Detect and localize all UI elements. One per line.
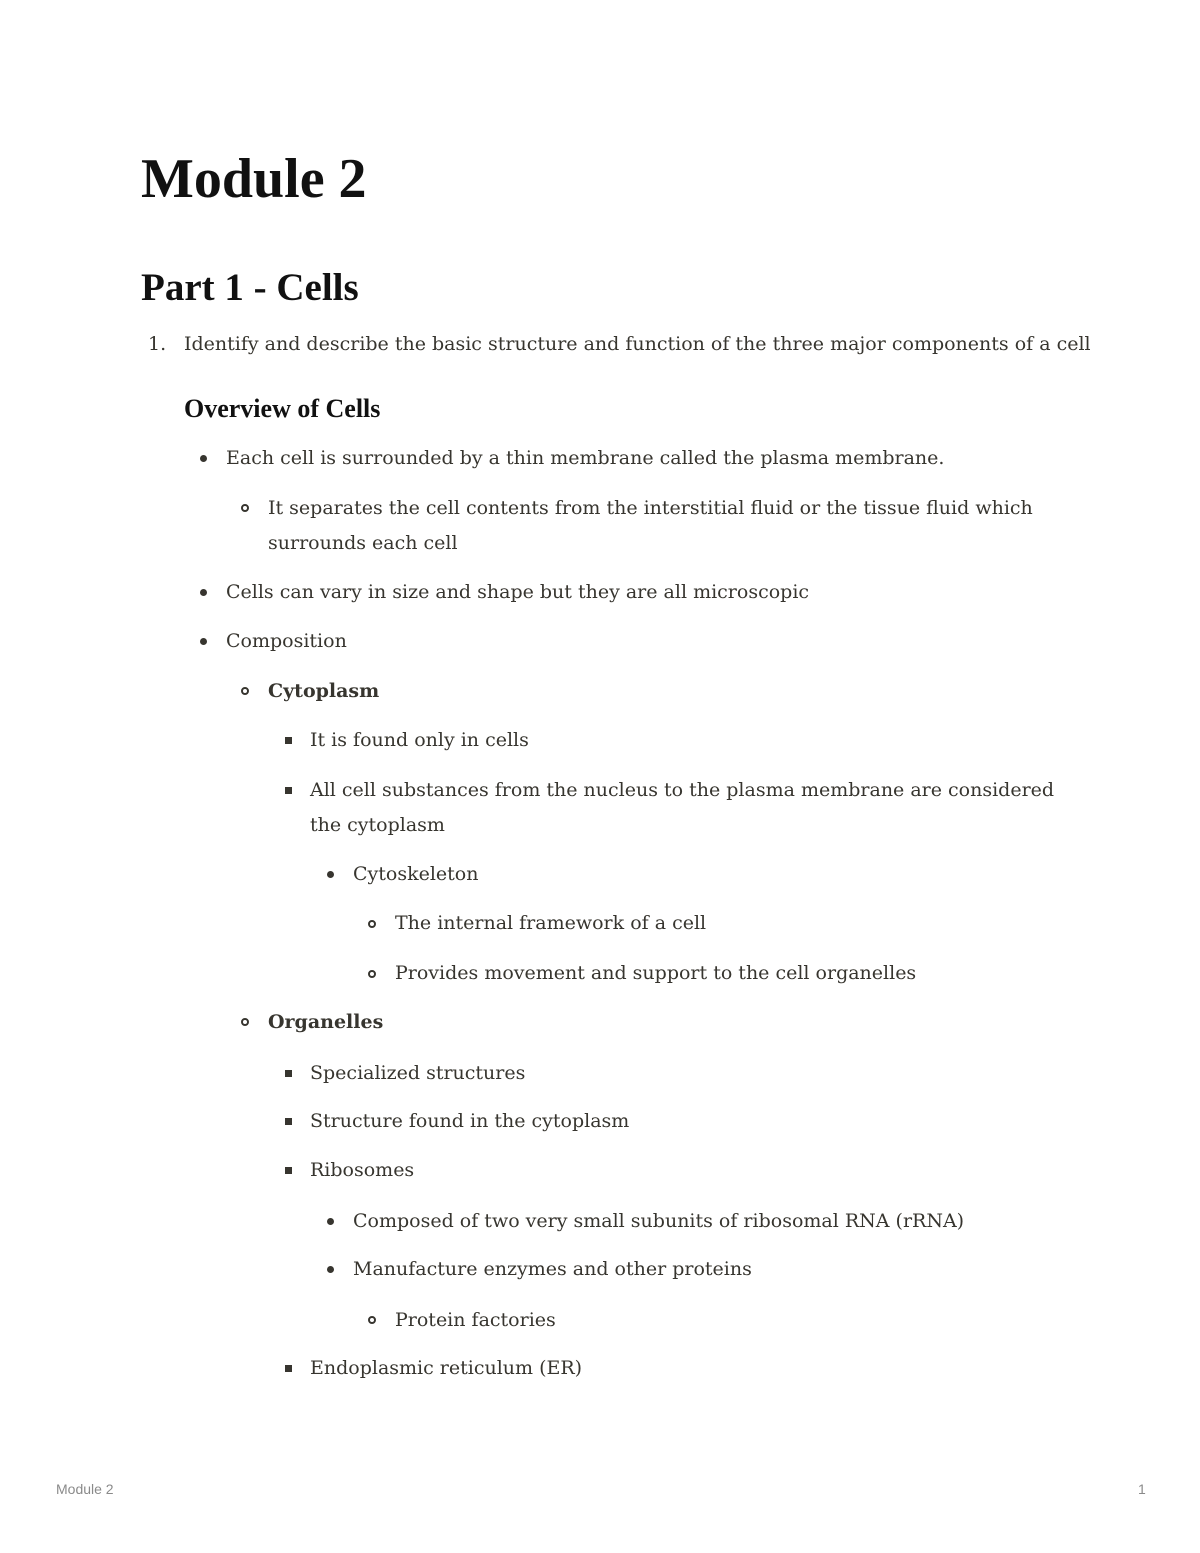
list-item: Cells can vary in size and shape but they are all microscopic bbox=[226, 581, 810, 603]
list-item: Specialized structures bbox=[310, 1062, 526, 1084]
bullet-square bbox=[285, 1365, 292, 1372]
bullet-disc bbox=[327, 1266, 334, 1273]
bullet-disc bbox=[327, 871, 334, 878]
footer-page-number: 1 bbox=[1138, 1481, 1146, 1497]
list-item: Protein factories bbox=[395, 1309, 556, 1331]
list-item: Cytoskeleton bbox=[353, 863, 479, 885]
list-item: The internal framework of a cell bbox=[395, 912, 707, 934]
bullet-disc bbox=[327, 1218, 334, 1225]
objective-number: 1. bbox=[148, 333, 167, 355]
list-item-heading: Organelles bbox=[268, 1011, 384, 1033]
list-item: Composed of two very small subunits of ribosomal RNA (rRNA) bbox=[353, 1210, 965, 1232]
list-item: All cell substances from the nucleus to the plasma membrane are considered bbox=[310, 779, 1055, 801]
bullet-circle bbox=[368, 970, 376, 978]
footer-document-name: Module 2 bbox=[56, 1481, 114, 1497]
bullet-disc bbox=[200, 589, 207, 596]
section-heading: Overview of Cells bbox=[184, 394, 381, 423]
bullet-square bbox=[285, 1070, 292, 1077]
list-item-continuation: the cytoplasm bbox=[310, 814, 445, 836]
bullet-circle bbox=[368, 1316, 376, 1324]
list-item: Composition bbox=[226, 630, 347, 652]
bullet-disc bbox=[200, 638, 207, 645]
bullet-circle bbox=[241, 504, 249, 512]
list-item: It is found only in cells bbox=[310, 729, 529, 751]
list-item: Structure found in the cytoplasm bbox=[310, 1110, 630, 1132]
bullet-circle bbox=[368, 920, 376, 928]
part-heading: Part 1 - Cells bbox=[141, 266, 359, 309]
list-item: It separates the cell contents from the interstitial fluid or the tissue fluid which bbox=[268, 497, 1033, 519]
list-item: Manufacture enzymes and other proteins bbox=[353, 1258, 752, 1280]
page-title: Module 2 bbox=[141, 148, 367, 210]
bullet-square bbox=[285, 1118, 292, 1125]
list-item-heading: Cytoplasm bbox=[268, 680, 380, 702]
bullet-square bbox=[285, 787, 292, 794]
bullet-circle bbox=[241, 687, 249, 695]
bullet-square bbox=[285, 1167, 292, 1174]
objective-text: Identify and describe the basic structure and function of the three major components of a cell bbox=[184, 333, 1091, 355]
bullet-square bbox=[285, 737, 292, 744]
bullet-circle bbox=[241, 1018, 249, 1026]
list-item-continuation: surrounds each cell bbox=[268, 532, 458, 554]
list-item: Ribosomes bbox=[310, 1159, 415, 1181]
list-item: Endoplasmic reticulum (ER) bbox=[310, 1357, 583, 1379]
bullet-disc bbox=[200, 455, 207, 462]
list-item: Each cell is surrounded by a thin membrane called the plasma membrane. bbox=[226, 447, 945, 469]
list-item: Provides movement and support to the cell organelles bbox=[395, 962, 917, 984]
